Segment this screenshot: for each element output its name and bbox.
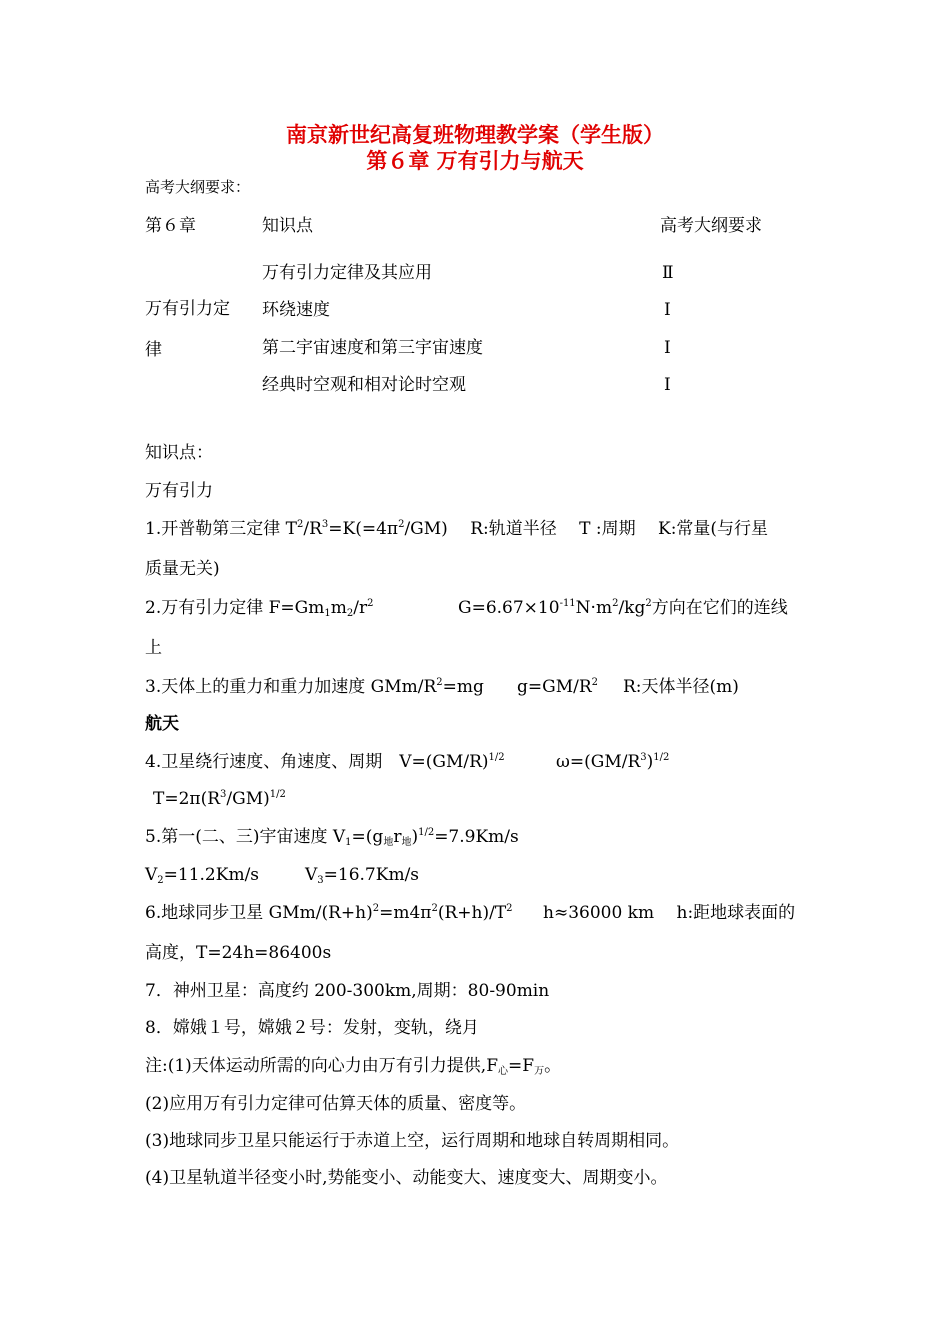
item-geostationary: 6.地球同步卫星 GMm/$(R+h)^2=m4\pi^2(R+h)/T^2$ xyxy=(145,903,513,923)
note-1: 注:(1)天体运动所需的向心力由万有引力提供$,F_心=F_万$。 xyxy=(145,1056,562,1077)
geostationary-height: h≈36000 km h:距地球表面的 xyxy=(543,903,796,923)
table-header-topic: 知识点 xyxy=(262,216,313,236)
item-gravitation-law: 2.万有引力定律 $F=Gm_1m_2/r^2$ xyxy=(145,598,374,619)
table-row-level: Ⅰ xyxy=(664,338,671,358)
table-row-topic: 环绕速度 xyxy=(262,300,330,320)
item-geostationary-cont: 高度，T=24h=86400s xyxy=(145,943,332,963)
surface-gravity-formula: $g=GM/R^2$ xyxy=(517,677,599,697)
table-row-topic: 第二宇宙速度和第三宇宙速度 xyxy=(262,338,483,358)
item-kepler-cont: 质量无关) xyxy=(145,559,220,579)
table-header-chapter: 第６章 xyxy=(145,216,196,236)
outline-label: 高考大纲要求： xyxy=(145,178,251,196)
section-spaceflight: 航天 xyxy=(145,714,179,734)
item-change: 8．嫦娥１号，嫦娥２号：发射，变轨，绕月 xyxy=(145,1018,479,1038)
chapter-name: 万有引力定 xyxy=(145,299,230,319)
chapter-title: 第６章 万有引力与航天 xyxy=(366,148,584,173)
second-cosmic-velocity: $V_2=11.2Km/s$ xyxy=(145,865,260,886)
table-row-topic: 万有引力定律及其应用 xyxy=(262,263,432,283)
period-formula: $T=2\pi(R^3/GM)^{1/2}$ xyxy=(153,789,286,809)
section-gravity: 万有引力 xyxy=(145,481,213,501)
item-gravity-acceleration: 3.天体上的重力和重力加速度 GMm/$R^2=mg$ xyxy=(145,677,484,697)
table-row-topic: 经典时空观和相对论时空观 xyxy=(262,375,466,395)
table-row-level: Ⅰ xyxy=(664,300,671,320)
chapter-name-cont: 律 xyxy=(145,340,162,360)
item-gravitation-cont: 上 xyxy=(145,638,162,658)
radius-note: R:天体半径(m) xyxy=(623,677,739,697)
note-2: (2)应用万有引力定律可估算天体的质量、密度等。 xyxy=(145,1094,527,1114)
table-header-level: 高考大纲要求 xyxy=(660,216,762,236)
table-row-level: Ⅰ xyxy=(664,375,671,395)
item-shenzhou: 7．神州卫星：高度约 200-300km,周期：80-90min xyxy=(145,981,550,1001)
document-title: 南京新世纪高复班物理教学案（学生版） xyxy=(286,122,664,147)
knowledge-label: 知识点： xyxy=(145,443,213,463)
gravitational-constant: $G=6.67\times 10^{-11}N\cdot m^2/kg^2$方向在它们的连线 xyxy=(458,598,788,618)
table-row-level: Ⅱ xyxy=(662,263,674,283)
item-satellite-orbit: 4.卫星绕行速度、角速度、周期 $V=(GM/R)^{1/2}$ xyxy=(145,752,505,772)
angular-velocity-formula: $\omega=(GM/R^3)^{1/2}$ xyxy=(556,752,670,772)
third-cosmic-velocity: $V_3=16.7Km/s$ xyxy=(305,865,420,886)
note-4: (4)卫星轨道半径变小时,势能变小、动能变大、速度变大、周期变小。 xyxy=(145,1168,668,1188)
item-cosmic-velocity: 5.第一(二、三)宇宙速度 $V_1=(g_地r_地)^{1/2}=7.9Km/s$ xyxy=(145,827,519,848)
note-3: (3)地球同步卫星只能运行于赤道上空，运行周期和地球自转周期相同。 xyxy=(145,1131,680,1151)
item-kepler: 1.开普勒第三定律 $T^2/R^3=K(=4\pi^2/GM)$ R:轨道半径 T :周期 K:常量(与行星 xyxy=(145,519,769,539)
